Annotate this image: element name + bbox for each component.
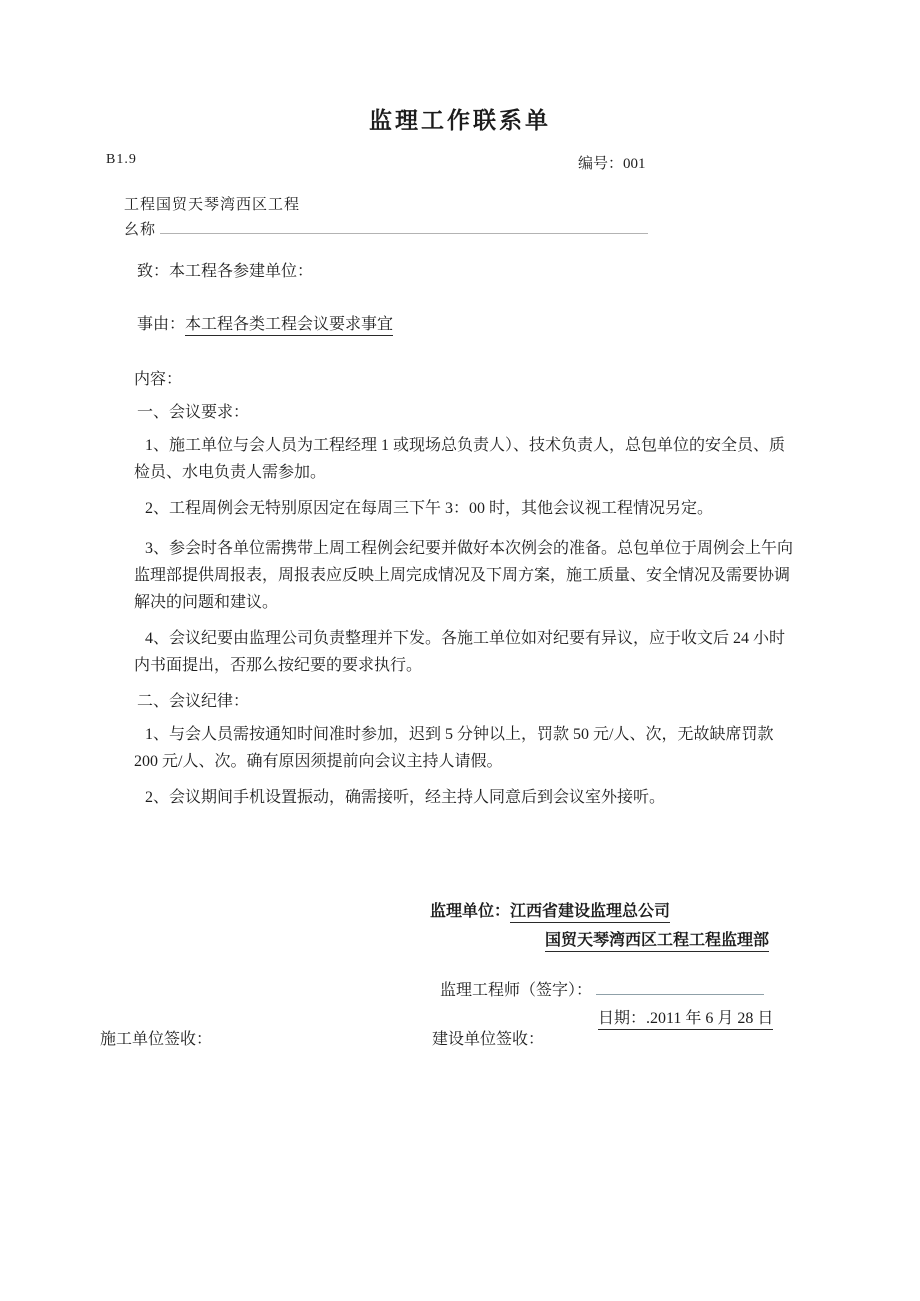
subject-label: 事由： [137,316,186,333]
supervisor-unit-line [430,898,670,921]
contractor-sign-label: 施工单位签收： [100,1031,213,1048]
owner-sign-label: 建设单位签收： [432,1031,545,1048]
project-name-line: 工程国贸天琴湾西区工程 [124,197,301,213]
page-title: 监理工作联系单 [369,108,551,133]
doc-number: 编号：001 [578,156,646,172]
meeting-discipline-item: 1、与会人员需按通知时间准时参加，迟到 5 分钟以上，罚款 50 元/人、次，无故缺席罚款 200 元/人、次。确有原因须提前向会议主持人请假。 [134,726,774,770]
signature-blank-underline [596,979,764,995]
subject-value: 本工程各类工程会议要求事宜 [185,316,393,336]
engineer-sign-label: 监理工程师（签字）： [440,982,593,999]
content-label: 内容： [134,371,183,388]
date-line-row [598,1005,773,1028]
recipient-line: 致：本工程各参建单位： [137,263,314,280]
meeting-requirement-item: 4、会议纪要由监理公司负责整理并下发。各施工单位如对纪要有异议，应于收文后 24 小时内书面提出，否那么按纪要的要求执行。 [134,630,786,674]
name-fill-underline [160,218,648,234]
supervisor-unit-label: 监理单位： [430,903,511,920]
meeting-requirement-item: 2、工程周例会无特别原因定在每周三下午 3：00 时，其他会议视工程情况另定。 [145,500,714,517]
section2-heading: 二、会议纪律： [137,693,250,710]
engineer-signature-line [440,977,764,1000]
project-name-label: 幺称 [124,222,157,238]
content-block [134,366,798,820]
project-name-label-row [124,218,648,239]
date-line: 日期：.2011 年 6 月 28 日 [598,1010,773,1030]
meeting-discipline-item: 2、会议期间手机设置振动，确需接听，经主持人同意后到会议室外接听。 [145,789,666,806]
meeting-requirement-item: 1、施工单位与会人员为工程经理 1 或现场总负责人）、技术负责人，总包单位的安全员、质检员、水电负责人需参加。 [134,437,786,481]
supervisor-dept-line [545,927,769,950]
section1-heading: 一、会议要求： [137,404,250,421]
meeting-requirement-item: 3、参会时各单位需携带上周工程例会纪要并做好本次例会的准备。总包单位于周例会上午向监理部提供周报表，周报表应反映上周完成情况及下周方案，施工质量、安全情况及需要协调解决的问题和建议。 [134,540,794,611]
subject-line [137,311,393,334]
form-code: B1.9 [106,152,137,167]
supervisor-dept: 国贸天琴湾西区工程工程监理部 [545,932,769,952]
supervisor-unit-name: 江西省建设监理总公司 [510,903,670,923]
